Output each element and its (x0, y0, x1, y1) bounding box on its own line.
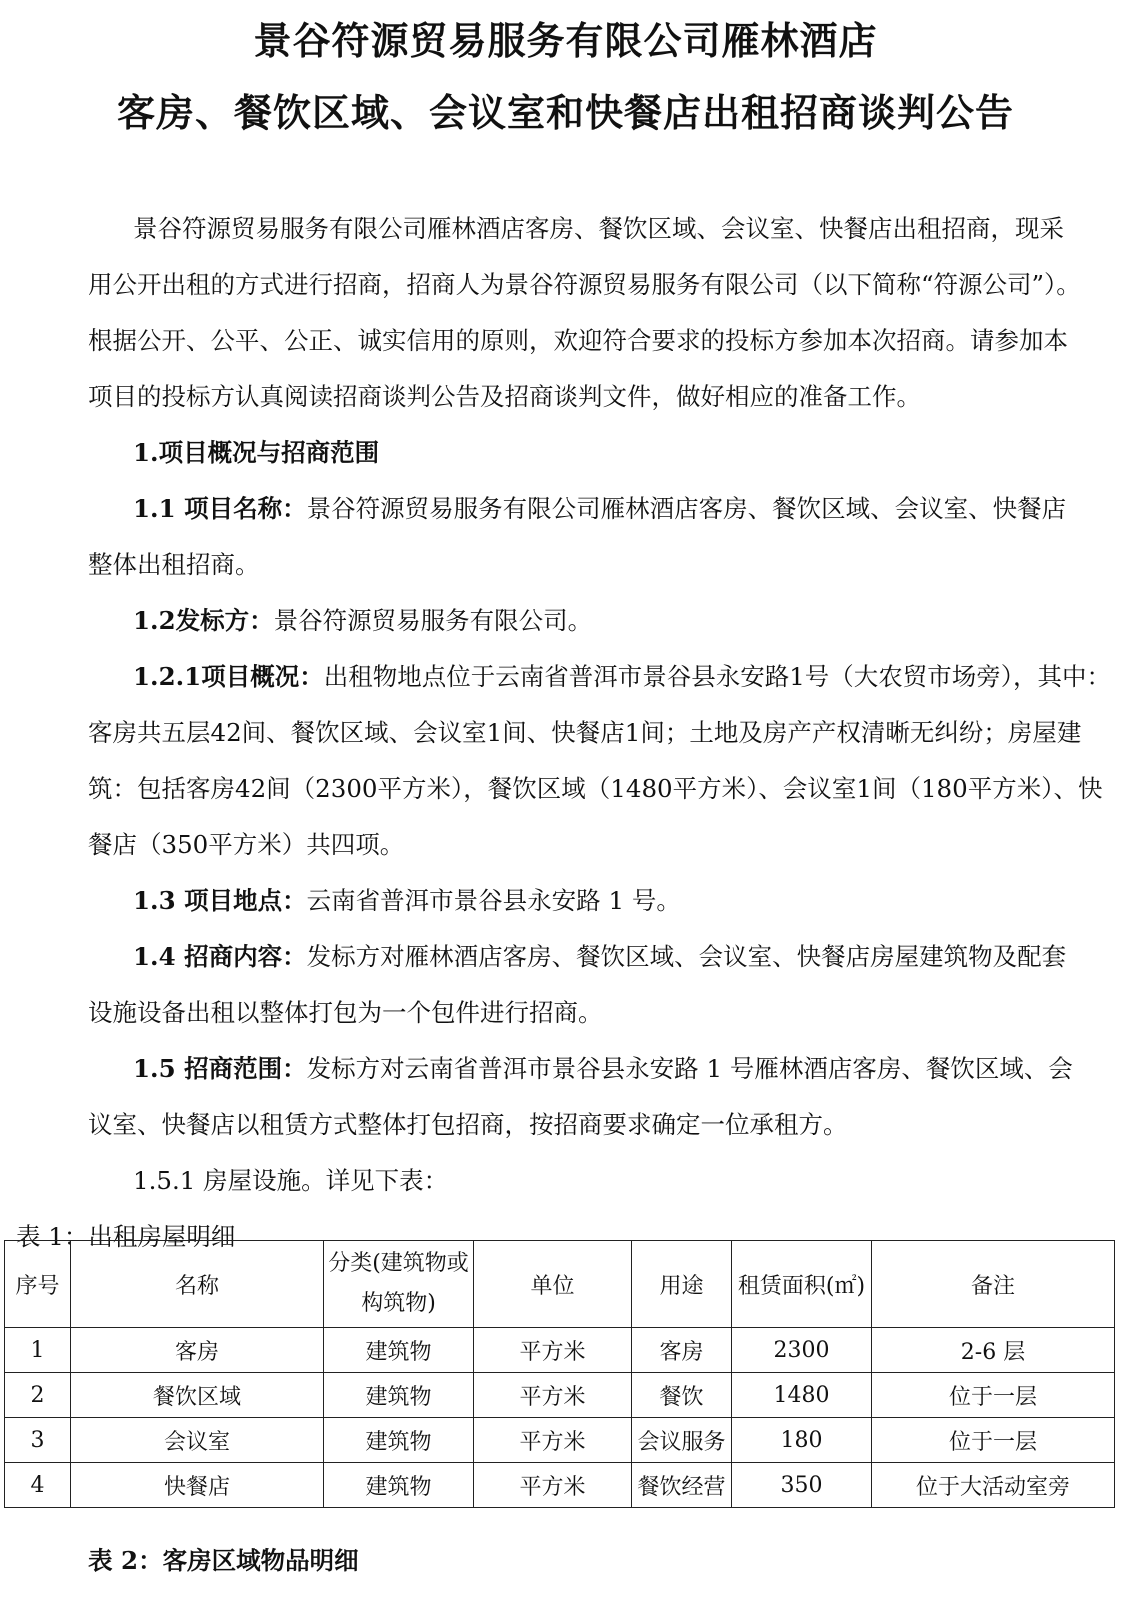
section-1-4-label: 1.4 招商内容： (133, 942, 307, 971)
cell-unit: 平方米 (474, 1328, 632, 1373)
section-1-2-1-cont: 客房共五层42间、餐饮区域、会议室1间、快餐店1间；土地及房产产权清晰无纠纷；房屋建 (88, 718, 1082, 747)
section-1-2-1 (133, 658, 1111, 693)
cell-use: 餐饮经营 (632, 1463, 732, 1508)
cell-category: 建筑物 (324, 1463, 474, 1508)
document-title-line-2: 客房、餐饮区域、会议室和快餐店出租招商谈判公告 (116, 90, 1014, 135)
header-use: 用途 (632, 1241, 732, 1328)
table-row (5, 1418, 1115, 1463)
header-category-line1: 分类(建筑物或 (328, 1251, 469, 1276)
section-1-3-label: 1.3 项目地点： (133, 886, 307, 915)
header-area: 租赁面积(㎡) (732, 1241, 872, 1328)
cell-unit: 平方米 (474, 1418, 632, 1463)
header-unit: 单位 (474, 1241, 632, 1328)
cell-note: 2-6 层 (872, 1328, 1115, 1373)
section-1-4 (133, 938, 1066, 973)
cell-use: 餐饮 (632, 1373, 732, 1418)
section-1-5-text: 发标方对云南省普洱市景谷县永安路 1 号雁林酒店客房、餐饮区域、会 (306, 1054, 1073, 1083)
header-note: 备注 (872, 1241, 1115, 1328)
section-1-5-cont: 议室、快餐店以租赁方式整体打包招商，按招商要求确定一位承租方。 (88, 1110, 848, 1139)
table-2-caption: 表 2：客房区域物品明细 (88, 1546, 359, 1575)
cell-area: 350 (732, 1463, 872, 1508)
table-header-row (5, 1241, 1115, 1328)
cell-note: 位于一层 (872, 1373, 1115, 1418)
header-seq: 序号 (5, 1241, 71, 1328)
header-name: 名称 (71, 1241, 324, 1328)
section-1-3-text: 云南省普洱市景谷县永安路 1 号。 (306, 886, 681, 915)
section-1-5-label: 1.5 招商范围： (133, 1054, 307, 1083)
cell-area: 180 (732, 1418, 872, 1463)
section-1-2 (133, 602, 592, 637)
section-1-2-label: 1.2发标方： (133, 606, 274, 635)
cell-category: 建筑物 (324, 1373, 474, 1418)
cell-use: 会议服务 (632, 1418, 732, 1463)
cell-unit: 平方米 (474, 1373, 632, 1418)
section-1-1-text: 景谷符源贸易服务有限公司雁林酒店客房、餐饮区域、会议室、快餐店 (306, 494, 1067, 523)
table-row (5, 1373, 1115, 1418)
cell-name: 客房 (71, 1328, 324, 1373)
section-1-4-cont: 设施设备出租以整体打包为一个包件进行招商。 (88, 998, 603, 1027)
section-1-2-1-cont: 筑：包括客房42间（2300平方米），餐饮区域（1480平方米）、会议室1间（180平方米）、快 (88, 774, 1103, 803)
cell-unit: 平方米 (474, 1463, 632, 1508)
section-1-1-cont: 整体出租招商。 (88, 550, 260, 579)
section-1-5-1: 1.5.1 房屋设施。详见下表： (133, 1166, 449, 1195)
rental-rooms-table (4, 1240, 1115, 1508)
header-category-line2: 构筑物) (361, 1291, 436, 1316)
cell-area: 1480 (732, 1373, 872, 1418)
section-1-4-text: 发标方对雁林酒店客房、餐饮区域、会议室、快餐店房屋建筑物及配套 (306, 942, 1067, 971)
section-1-2-1-text: 出租物地点位于云南省普洱市景谷县永安路1号（大农贸市场旁），其中： (323, 662, 1112, 691)
section-1-3 (133, 882, 681, 917)
cell-seq: 4 (5, 1463, 71, 1508)
section-1-1-label: 1.1 项目名称： (133, 494, 307, 523)
cell-name: 快餐店 (71, 1463, 324, 1508)
cell-note: 位于大活动室旁 (872, 1463, 1115, 1508)
section-1-1 (133, 490, 1066, 525)
cell-use: 客房 (632, 1328, 732, 1373)
cell-seq: 3 (5, 1418, 71, 1463)
table-row (5, 1328, 1115, 1373)
intro-line: 景谷符源贸易服务有限公司雁林酒店客房、餐饮区域、会议室、快餐店出租招商，现采 (133, 214, 1064, 243)
cell-area: 2300 (732, 1328, 872, 1373)
cell-name: 会议室 (71, 1418, 324, 1463)
intro-line: 根据公开、公平、公正、诚实信用的原则，欢迎符合要求的投标方参加本次招商。请参加本 (88, 326, 1068, 355)
section-1-5 (133, 1050, 1073, 1085)
document-title-line-1: 景谷符源贸易服务有限公司雁林酒店 (253, 18, 878, 63)
section-1-2-1-label: 1.2.1项目概况： (133, 662, 324, 691)
intro-line: 项目的投标方认真阅读招商谈判公告及招商谈判文件，做好相应的准备工作。 (88, 382, 921, 411)
cell-note: 位于一层 (872, 1418, 1115, 1463)
section-1-2-text: 景谷符源贸易服务有限公司。 (273, 606, 593, 635)
table-row (5, 1463, 1115, 1508)
cell-seq: 1 (5, 1328, 71, 1373)
cell-category: 建筑物 (324, 1328, 474, 1373)
table-1-caption: 表 1：出租房屋明细 (16, 1222, 236, 1251)
cell-name: 餐饮区域 (71, 1373, 324, 1418)
cell-seq: 2 (5, 1373, 71, 1418)
header-category (324, 1241, 474, 1328)
section-1-2-1-cont: 餐店（350平方米）共四项。 (88, 830, 405, 859)
cell-category: 建筑物 (324, 1418, 474, 1463)
intro-line: 用公开出租的方式进行招商，招商人为景谷符源贸易服务有限公司（以下简称“符源公司”）。 (88, 270, 1081, 299)
section-1-heading: 1.项目概况与招商范围 (133, 438, 380, 467)
